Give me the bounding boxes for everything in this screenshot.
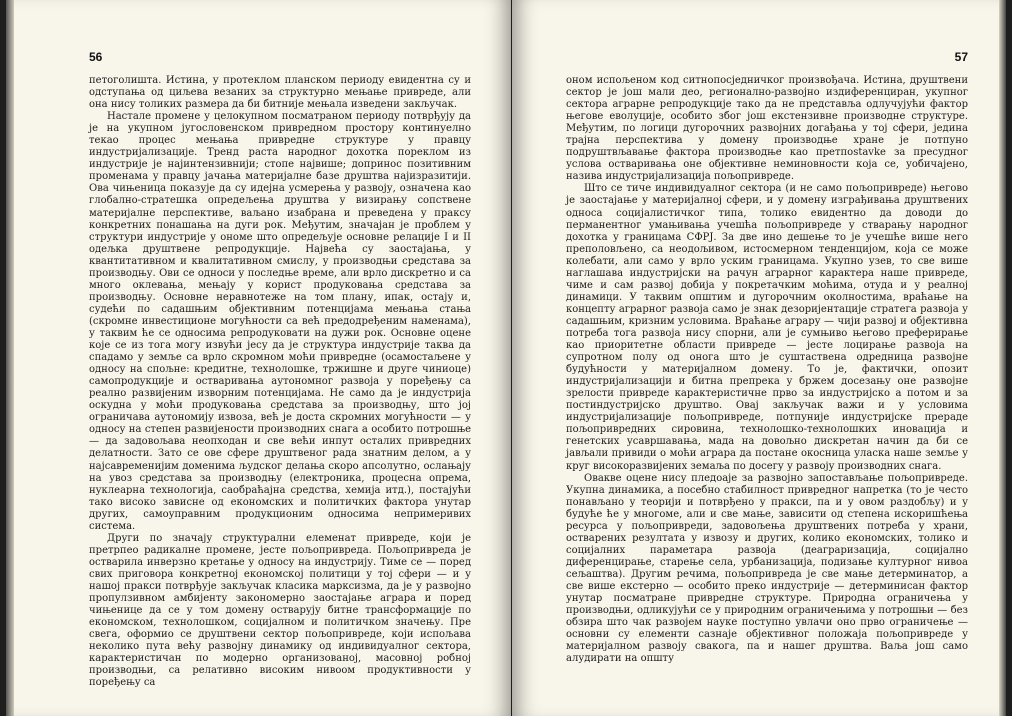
paragraph: Што се тиче индивидуалног сектора (и не само пољопривреде) његово је заостајање у материјалној сфери, и у домену изграђивања друштвених односа социјалистичког типа, толико евидентно да доводи до перманентног умањивања учешћа пољопривреде у стварању народног дохотка у границама СФРЈ. За две ино дешење то је учешће више него преполовљено, са неодољивом, истосмерном тенденцијом, која се може колебати, али само у врло уским границама. Укупно узев, то све више наглашава индустријски на рачун аграрног карактера наше привреде, чиме и сам развој добија у покретачким моћима, отуда и у реалној динамици. У таквим општим и дугорочним околностима, враћање на концепту аграрног развоја само је знак дезоријентације стратега развоја у садашњим, кризним условима. Враћање аграру — чији развој и објективна потреба тога развоја нису спорни, али је сумњиво његово преферирање као приоритетне области привреде — јесте лоцирање развоја на супротном полу од онога што је суштаствена одредница развојне будућности у материјалном домену. То је, фактички, опозит индустријализацији и битна препрека у бржем досезању оне развојне зрелости привреде карактеристичне прво за индустријско а потом и за постиндустријско друштво. Овај закључак важи и у условима индустријализације пољопривреде, потпуније индустријске прераде пољопривредних сировина, технолошко-технолошких иновација и генетских усавршавања, мада на довољно дискретан начин да би се јављали привиди о моћи аграра да постане окосница уласка наше земље у круг високоразвијених земаља по досегу у развоју производних снага.	[566, 183, 968, 472]
left-page-edge	[6, 0, 14, 716]
page-body	[566, 75, 968, 665]
paragraph: оном испољеном код ситнопосједничког произвођача. Истина, друштвени сектор је још мали део, регионално-развојно издиференциран, укупног сектора аграрне репродукције тако да не представља одлучујући фактор његове еволуције, особито због још екстензивне производне структуре. Међутим, по логици дугорочних развојних догађања у тој сфери, једина трајна перспектива у домену производње хране је потпуно подруштвљавање фактора производње као претпоstavke за пресудног услова остваривања оне објективне неминовности која се, уобичајено, назива индустријализација пољопривреде.	[566, 75, 968, 183]
page-body	[89, 75, 471, 689]
page-number: 56	[89, 50, 103, 64]
right-page-edge	[999, 0, 1006, 716]
paragraph: петоголишта. Истина, у протеклом планском периоду евидентна су и одступања од циљева везаних за структурно мењање привреде, али она нису толиких размера да би битније мењала изведени закључак.	[89, 75, 471, 111]
paragraph: Настале промене у целокупном посматраном периоду потврђују да је на укупном југословенском привредном простору континуелно текао процес мењања привредне структуре у правцу индустријализације. Тренд раста народног дохотка пореклом из индустрије је најинтензивнији; стопе највише; допринос позитивним променама у правцу јачања материјалне базе друштва најизразитији. Ова чињеница показује да су идејна усмерења у развоју, означена као глобално-стратешка опредељења друштва у визирању сопствене материјалне перспективе, ваљано изабрана и преведена у праксу конкретних понашања на дуги рок. Међутим, значајан је проблем у структури индустрије у ономе што опредељује основне релације I и II одељка друштвене репродукције. Највећа су заостајања, у квантитативном и квалитативном смислу, у производњи средстава за производњу. Ови се односи у последње време, али врло дискретно и са много оклевања, мењају у корист продуковања средстава за производњу. Основне неравнотеже на том плану, ипак, остају и, судећи по садашњим објективним потенцијама мењања стања (скромне инвестиционе могућности са већ предодређеним наменама), у таквим ће се односима репродуковати на дужи рок. Основне оцене које се из тога могу извући јесу да је структура индустрије таква да спадамо у земље са врло скромном моћи привредне (осамостаљене у односу на спољне: кредитне, технолошке, тржишне и друге чиниоце) самопродукције и остваривања аутономног развоја у поређењу са реално развијеним изворним потенцијама. Не само да је индустрија оскудна у моћи продуковања средстава за производњу, што јој ограничава аутономију извоза, већ је доста скромних могућности — у односу на степен развијености производних снага а особито потрошње — да задовољава неопходан и све већи инпут осталих привредних делатности. Зато се ове сфере друштвеног рада знатним делом, а у најсавременијим доменима људског делања скоро апсолутно, ослањају на увоз средстава за производњу (електроника, процесна опрема, нуклеарна технологија, саобраћајна средства, хемија итд.), постајући тако високо зависне од економских и политичких фактора унутар других, самоуправним продукционим односима непримеривих система.	[89, 111, 471, 532]
paragraph: Овакве оцене нису пледоаје за развојно запостављање пољопривреде. Укупна динамика, а посебно стабилност привредног напретка (то је често понављано у теорији и потврђено у пракси, па и у овом раздобљу) и у будуће ће у многоме, али и све мање, зависити од степена искоришћења ресурса у пољопривреди, задовољења друштвених потреба у храни, остварених резултата у извозу и других, колико економских, толико и социјалних параметара развоја (деаграризација, социјално диференцирање, старење села, урбанизација, подизање културног нивоа сељаштва). Другим речима, пољопривреда је све мање детерминатор, а све више екстерно — особито преко индустрије — детерминисан фактор унутар посматране привредне структуре. Природна ограничења у производњи, одликујући се у природним ограничењима у потрошњи — без обзира што чак развојем науке поступно увлачи оно прво ограничење — основни су елементи сазнаје објективног положаја пољопривреде у материјалном развоју свакога, па и нашег друштва. Ваља још само алудирати на општу	[566, 472, 968, 665]
right-page	[512, 0, 1006, 716]
paragraph: Други по значају структурални елеменат привреде, који је претрпео радикалне промене, јесте пољопривреда. Пољопривреда је остварила инверзно кретање у односу на индустрију. Тиме се — поред свих приговора конкретној економској политици у тој сфери — и у нашој пракси потврђује закључак класика марксизма, да је у развојно пропулзивном амбијенту закономерно заостајање аграра и поред чињенице да се у том домену остварују битне трансформације по економском, технолошком, социјалном и политичком значењу. Пре свега, оформио се друштвени сектор пољопривреде, који испољава неколико пута већу развојну динамику од индивидуалног сектора, карактеристичан по модерно организованој, масовној робној производњи, са релативно високим нивоом продуктивности у поређењу са	[89, 532, 471, 689]
page-number: 57	[954, 50, 968, 64]
left-page	[6, 0, 511, 716]
